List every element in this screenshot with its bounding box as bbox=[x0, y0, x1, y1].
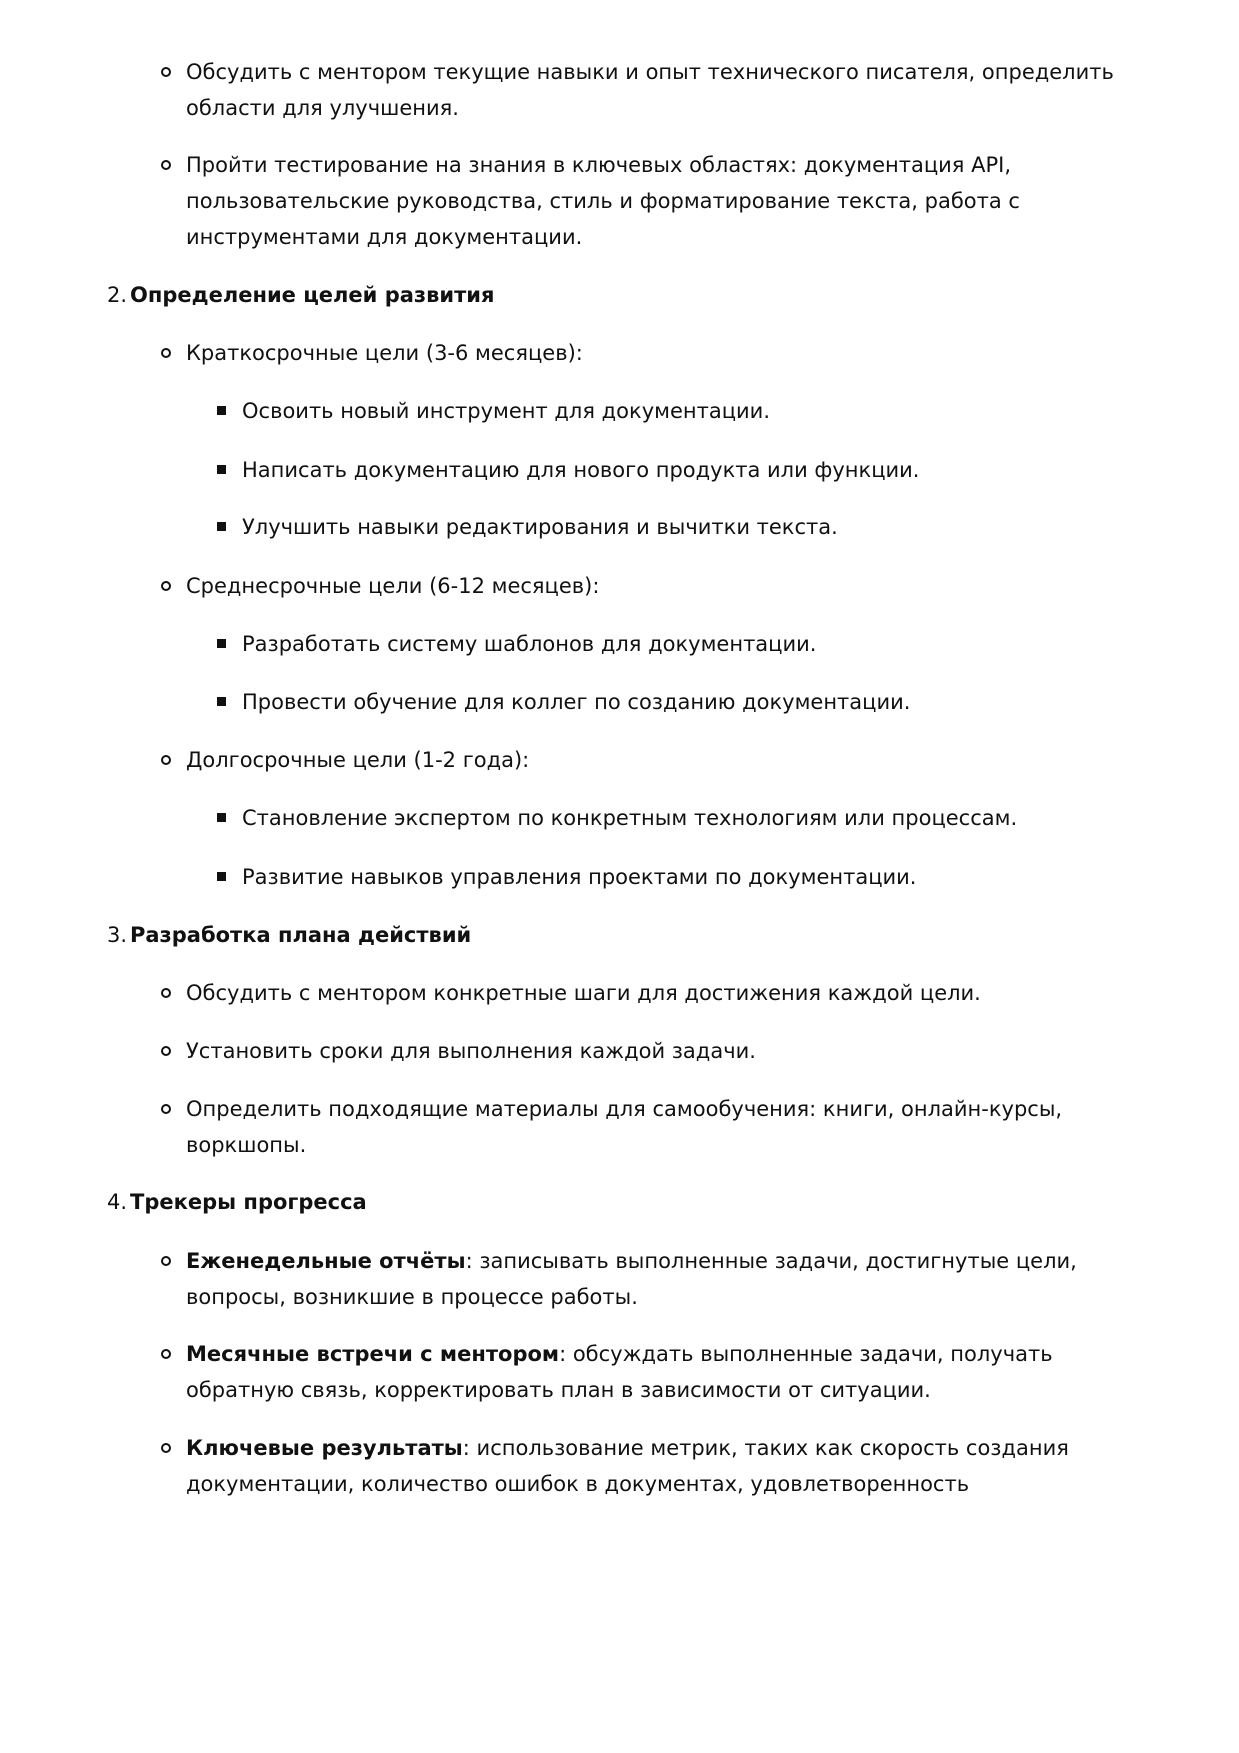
tracker-description: : обсуждать выполненные задачи, получать bbox=[559, 1342, 1053, 1366]
goal-item: Улучшить навыки редактирования и вычитки текста. bbox=[242, 515, 838, 539]
circle-bullet-icon bbox=[161, 1046, 171, 1056]
list-number: 3. bbox=[107, 923, 128, 947]
circle-bullet-icon bbox=[161, 67, 171, 77]
square-bullet-icon bbox=[217, 406, 226, 415]
goal-item: Освоить новый инструмент для документации. bbox=[242, 399, 770, 423]
list-number: 4. bbox=[107, 1190, 128, 1214]
square-bullet-icon bbox=[217, 639, 226, 648]
tracker-line bbox=[186, 1428, 1069, 1468]
circle-bullet-icon bbox=[161, 581, 171, 591]
group-label: Среднесрочные цели (6-12 месяцев): bbox=[186, 574, 600, 598]
tracker-description: : использование метрик, таких как скорость создания bbox=[462, 1436, 1069, 1460]
section-heading: Определение целей развития bbox=[130, 283, 495, 307]
tracker-term: Месячные встречи с ментором bbox=[186, 1342, 560, 1366]
goal-item: Становление экспертом по конкретным технологиям или процессам. bbox=[242, 806, 1018, 830]
tracker-term: Еженедельные отчёты bbox=[186, 1249, 466, 1273]
square-bullet-icon bbox=[217, 522, 226, 531]
list-text-line: документации, количество ошибок в документах, удовлетворенность bbox=[186, 1472, 970, 1496]
list-text-line: пользовательские руководства, стиль и форматирование текста, работа с bbox=[186, 189, 1020, 213]
circle-bullet-icon bbox=[161, 1256, 171, 1266]
list-text-line: Обсудить с ментором текущие навыки и опыт технического писателя, определить bbox=[186, 60, 1114, 84]
list-text-line: области для улучшения. bbox=[186, 96, 459, 120]
list-text-line: Определить подходящие материалы для самообучения: книги, онлайн-курсы, bbox=[186, 1097, 1063, 1121]
circle-bullet-icon bbox=[161, 348, 171, 358]
circle-bullet-icon bbox=[161, 988, 171, 998]
list-text-line: инструментами для документации. bbox=[186, 225, 583, 249]
tracker-line bbox=[186, 1334, 1053, 1374]
circle-bullet-icon bbox=[161, 160, 171, 170]
list-text-line: вопросы, возникшие в процессе работы. bbox=[186, 1285, 638, 1309]
square-bullet-icon bbox=[217, 813, 226, 822]
goal-item: Провести обучение для коллег по созданию документации. bbox=[242, 690, 911, 714]
circle-bullet-icon bbox=[161, 1104, 171, 1114]
list-text-line: обратную связь, корректировать план в зависимости от ситуации. bbox=[186, 1378, 931, 1402]
list-text-line: Обсудить с ментором конкретные шаги для достижения каждой цели. bbox=[186, 981, 981, 1005]
circle-bullet-icon bbox=[161, 1443, 171, 1453]
goal-item: Развитие навыков управления проектами по документации. bbox=[242, 865, 917, 889]
section-heading: Трекеры прогресса bbox=[130, 1190, 367, 1214]
circle-bullet-icon bbox=[161, 1349, 171, 1359]
square-bullet-icon bbox=[217, 465, 226, 474]
goal-item: Написать документацию для нового продукта или функции. bbox=[242, 458, 920, 482]
section-heading: Разработка плана действий bbox=[130, 923, 472, 947]
square-bullet-icon bbox=[217, 872, 226, 881]
circle-bullet-icon bbox=[161, 755, 171, 765]
group-label: Долгосрочные цели (1-2 года): bbox=[186, 748, 530, 772]
square-bullet-icon bbox=[217, 697, 226, 706]
list-text-line: воркшопы. bbox=[186, 1133, 307, 1157]
list-number: 2. bbox=[107, 283, 128, 307]
tracker-line bbox=[186, 1241, 1077, 1281]
list-text-line: Пройти тестирование на знания в ключевых областях: документация API, bbox=[186, 153, 1011, 177]
group-label: Краткосрочные цели (3-6 месяцев): bbox=[186, 341, 583, 365]
tracker-term: Ключевые результаты bbox=[186, 1436, 463, 1460]
goal-item: Разработать систему шаблонов для документации. bbox=[242, 632, 817, 656]
tracker-description: : записывать выполненные задачи, достигнутые цели, bbox=[465, 1249, 1077, 1273]
list-text-line: Установить сроки для выполнения каждой задачи. bbox=[186, 1039, 756, 1063]
